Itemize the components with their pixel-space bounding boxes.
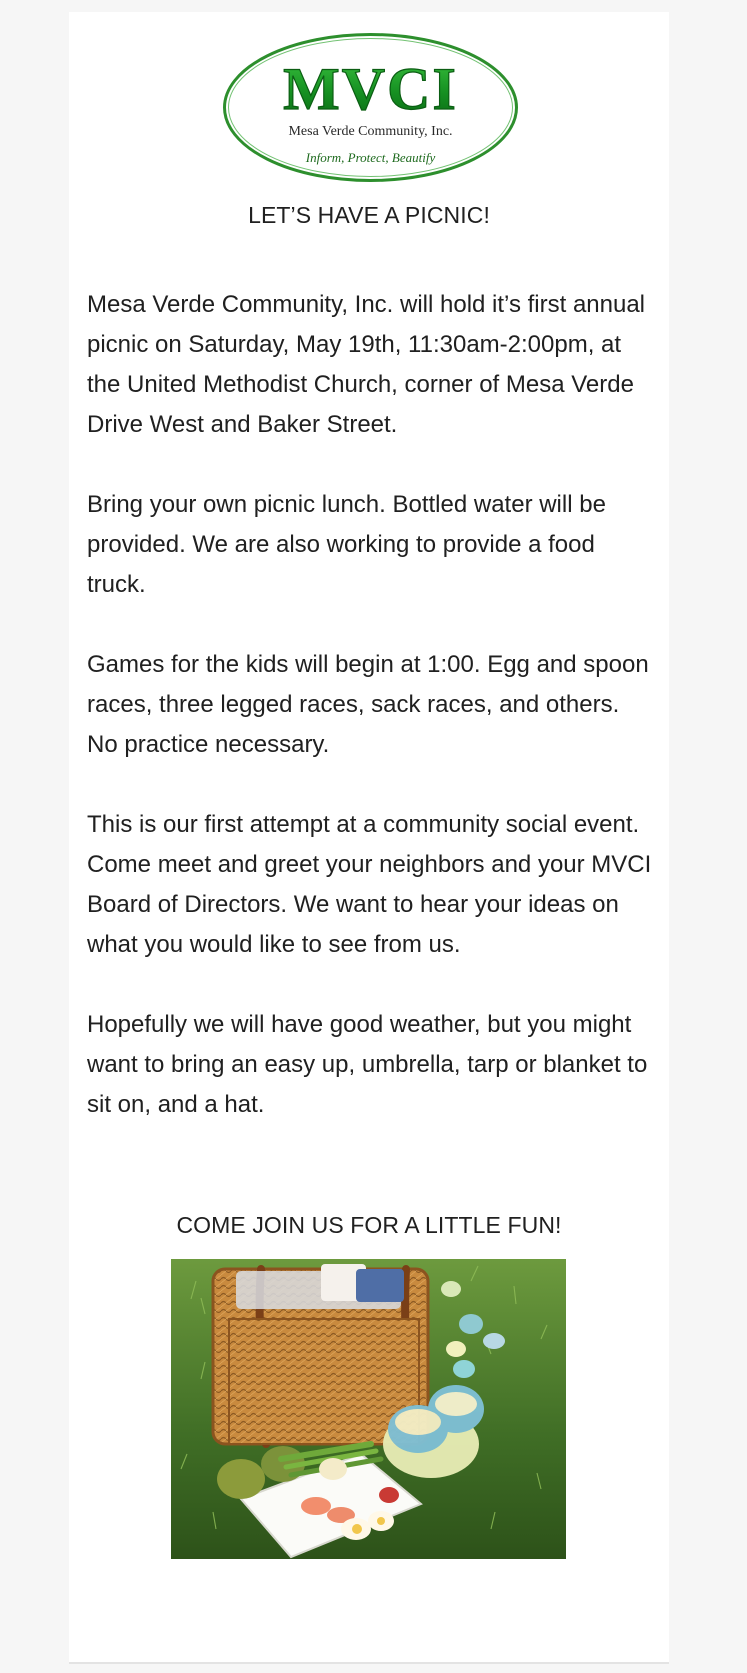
paragraph-community-event: This is our first attempt at a community social event. Come meet and greet your neighbors and your MVCI Board of Directors. We want to hear your ideas on what you would like to see from us. (87, 811, 652, 958)
paragraph-weather: Hopefully we will have good weather, but you might want to bring an easy up, umbrella, tarp or blanket to sit on, and a hat. (87, 1011, 648, 1118)
page-title: LET’S HAVE A PICNIC! (248, 202, 490, 228)
paragraph-event-details: Mesa Verde Community, Inc. will hold it’s first annual picnic on Saturday, May 19th, 11:30am-2:00pm, at the United Methodist Church, corner of Mesa Verde Drive West and Baker Street. (87, 291, 646, 438)
logo-tagline: Inform, Protect, Beautify (305, 150, 436, 165)
logo-abbreviation: MVCI (283, 56, 458, 122)
newsletter-card (69, 12, 669, 1664)
call-to-action-heading: COME JOIN US FOR A LITTLE FUN! (176, 1212, 562, 1238)
paragraph-games: Games for the kids will begin at 1:00. Egg and spoon races, three legged races, sack races, and others. No practice necessary. (87, 651, 649, 758)
logo-emblem (221, 30, 520, 185)
picnic-photo (171, 1259, 566, 1559)
paragraph-lunch: Bring your own picnic lunch. Bottled water will be provided. We are also working to provide a food truck. (87, 491, 606, 598)
logo-organization: Mesa Verde Community, Inc. (288, 124, 453, 139)
mvci-logo (221, 30, 520, 185)
announcement-body (87, 285, 652, 1165)
picnic-basket-illustration (171, 1259, 566, 1559)
